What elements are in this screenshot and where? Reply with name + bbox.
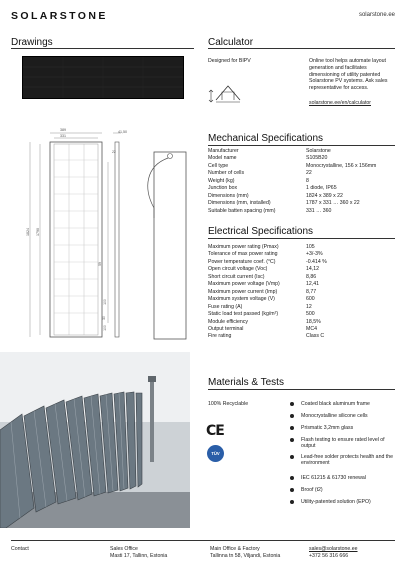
- mechanical-spec-row: [208, 200, 395, 207]
- electrical-spec-label: Open circuit voltage (Voc): [208, 266, 268, 273]
- electrical-spec-row: [208, 311, 395, 318]
- electrical-spec-label: Maximum power current (Imp): [208, 288, 278, 295]
- electrical-spec-label: Maximum power rating (Pmax): [208, 244, 279, 250]
- technical-drawing-svg: [18, 128, 188, 346]
- material-item: [290, 413, 398, 419]
- dim-outer-width: 389: [60, 128, 66, 132]
- site-url[interactable]: solarstone.ee: [358, 12, 395, 18]
- material-item-text: Broof (t2): [301, 487, 323, 493]
- electrical-spec-value: MC4: [306, 325, 317, 332]
- tuv-label: TÜV: [211, 451, 220, 456]
- electrical-spec-label: Tolerance of max power rating: [208, 251, 278, 258]
- electrical-spec-value: 14,12: [306, 266, 319, 273]
- drawings-rule: [11, 48, 194, 49]
- electrical-spec-label: Fuse rating (A): [208, 303, 243, 310]
- material-item: [290, 454, 398, 467]
- mechanical-spec-label: Number of cells: [208, 170, 245, 177]
- electrical-spec-value: -0.414 %: [306, 258, 327, 265]
- material-item: [290, 401, 398, 407]
- mechanical-spec-value: Monocrystalline, 156 x 156mm: [306, 162, 377, 169]
- electrical-title: Electrical Specifications: [208, 226, 314, 237]
- recyclable-label: 100% Recyclable: [208, 401, 249, 407]
- mechanical-spec-value: 331 … 360: [306, 207, 332, 214]
- material-item-text: Utility-patented solution (EPO): [301, 499, 371, 505]
- mechanical-spec-row: [208, 163, 395, 170]
- electrical-spec-row: [208, 333, 395, 340]
- bullet-icon: [290, 500, 294, 504]
- bullet-icon: [290, 414, 294, 418]
- mechanical-spec-value: 22: [306, 170, 312, 177]
- material-item-text: IEC 61215 & 61730 renewal: [301, 475, 366, 481]
- electrical-spec-value: 8,86: [306, 273, 317, 280]
- electrical-spec-value: 105: [306, 244, 315, 250]
- electrical-spec-row: [208, 304, 395, 311]
- material-item-text: Monocrystalline silicone cells: [301, 413, 368, 419]
- footer-rule: [11, 540, 395, 541]
- drawings-title: Drawings: [11, 37, 53, 48]
- mechanical-spec-row: [208, 155, 395, 162]
- electrical-spec-row: [208, 289, 395, 296]
- mechanical-spec-row: [208, 185, 395, 192]
- bullet-icon: [290, 402, 294, 406]
- dim-inner-width: 331: [60, 134, 66, 138]
- mechanical-spec-value: 8: [306, 177, 309, 184]
- mechanical-spec-label: Junction box: [208, 185, 238, 192]
- footer-contact: Contact: [11, 546, 29, 552]
- electrical-spec-value: 8,77: [306, 288, 317, 295]
- electrical-spec-row: [208, 244, 395, 251]
- bullet-icon: [290, 455, 294, 459]
- material-item-text: Flash testing to ensure rated level of output: [301, 437, 385, 450]
- mechanical-title: Mechanical Specifications: [208, 133, 324, 144]
- mechanical-spec-row: [208, 178, 395, 185]
- mechanical-spec-value: S105B20: [306, 155, 328, 162]
- calculator-description: Online tool helps automate layout generation and facilitates dimensioning of utility patented Solarstone PV systems. Ask sales representative for access.: [309, 58, 388, 92]
- mechanical-spec-label: Cell type: [208, 162, 229, 169]
- mechanical-spec-row: [208, 193, 395, 200]
- electrical-spec-label: Output terminal: [208, 325, 244, 332]
- electrical-spec-row: [208, 266, 395, 273]
- mechanical-spec-row: [208, 170, 395, 177]
- sales-office-address: Masti 17, Tallinn, Estonia: [110, 553, 168, 559]
- roof-diagram-icon: [208, 78, 248, 109]
- electrical-table: [208, 244, 395, 341]
- mechanical-spec-label: Weight (kg): [208, 177, 235, 184]
- electrical-spec-value: 12: [306, 303, 312, 310]
- mechanical-spec-label: Dimensions (mm, installed): [208, 200, 271, 207]
- electrical-spec-label: Maximum power voltage (Vmp): [208, 281, 280, 288]
- electrical-spec-label: Static load test passed (kg/m²): [208, 311, 279, 318]
- material-item: [290, 437, 398, 450]
- electrical-spec-label: Fire rating: [208, 333, 232, 340]
- mechanical-spec-value: 1787 x 331 … 360 x 22: [306, 200, 360, 207]
- mechanical-spec-label: Dimensions (mm): [208, 192, 249, 199]
- calculator-rule: [208, 48, 395, 49]
- ce-mark-icon: CE: [206, 423, 224, 439]
- electrical-rule: [208, 238, 395, 239]
- mechanical-rule: [208, 145, 395, 146]
- dim-small-3: 100: [102, 299, 107, 305]
- mechanical-table: [208, 148, 395, 215]
- installation-photo: [0, 352, 190, 528]
- electrical-spec-row: [208, 319, 395, 326]
- electrical-spec-row: [208, 281, 395, 288]
- electrical-spec-value: 12,41: [306, 281, 319, 288]
- electrical-spec-value: 18,5%: [306, 318, 321, 325]
- bullet-icon: [290, 488, 294, 492]
- electrical-spec-label: Module efficiency: [208, 318, 248, 325]
- calculator-title: Calculator: [208, 37, 254, 48]
- calculator-designed-for: Designed for BIPV: [208, 58, 251, 64]
- mechanical-spec-label: Model name: [208, 155, 237, 162]
- tuv-certification-icon: [207, 445, 224, 462]
- electrical-spec-row: [208, 274, 395, 281]
- bullet-icon: [290, 438, 294, 442]
- electrical-spec-value: 600: [306, 296, 315, 303]
- dim-height-inner: 1790: [36, 228, 40, 236]
- electrical-spec-value: +3/-3%: [306, 251, 323, 258]
- main-office-title: Main Office & Factory: [210, 546, 260, 552]
- mechanical-spec-value: 1 diode, IP65: [306, 185, 337, 192]
- sales-office-title: Sales Office: [110, 546, 138, 552]
- mechanical-spec-value: Solarstone: [306, 148, 331, 154]
- electrical-spec-label: Maximum system voltage (V): [208, 296, 275, 303]
- dim-small-4: 30: [101, 316, 106, 320]
- calculator-link[interactable]: solarstone.ee/en/calculator: [309, 100, 371, 106]
- material-item-text: Coated black aluminum frame: [301, 401, 370, 407]
- electrical-spec-label: Power temperature coef. (°C): [208, 258, 276, 265]
- material-item-text: Prismatic 3,2mm glass: [301, 425, 354, 431]
- mechanical-spec-label: Suitable batten spacing (mm): [208, 207, 276, 214]
- mechanical-spec-label: Manufacturer: [208, 148, 239, 154]
- material-item-text: Lead-free solder protects health and the environment: [301, 454, 393, 467]
- electrical-spec-row: [208, 259, 395, 266]
- panel-cells-graphic: [23, 57, 183, 98]
- mechanical-spec-value: 1824 x 389 x 22: [306, 192, 343, 199]
- dim-small-5: 100: [102, 325, 107, 331]
- material-item: [290, 487, 398, 493]
- footer-email[interactable]: sales@solarstone.ee: [309, 546, 358, 552]
- footer-phone[interactable]: +372 56 316 666: [309, 553, 349, 559]
- panel-image: [22, 56, 184, 99]
- main-office-address: Tallinna tn 58, Viljandi, Estonia: [210, 553, 281, 559]
- electrical-spec-value: 500: [306, 311, 315, 318]
- mechanical-spec-row: [208, 148, 395, 155]
- dim-small-2: 59: [97, 262, 102, 266]
- dim-small-1: 22: [112, 150, 116, 154]
- dim-depth: 41,50: [118, 130, 127, 134]
- bullet-icon: [290, 426, 294, 430]
- materials-rule: [208, 389, 395, 390]
- dim-height-total: 1824: [26, 228, 30, 236]
- bullet-icon: [290, 476, 294, 480]
- material-item: [290, 499, 398, 505]
- material-item: [290, 425, 398, 431]
- material-item: [290, 475, 398, 481]
- brand-logo: SOLARSTONE: [11, 10, 108, 22]
- mechanical-spec-row: [208, 208, 395, 215]
- technical-drawing: [18, 128, 188, 346]
- electrical-spec-row: [208, 251, 395, 258]
- electrical-spec-label: Short circuit current (Isc): [208, 273, 265, 280]
- electrical-spec-row: [208, 296, 395, 303]
- electrical-spec-value: Class C: [306, 333, 325, 340]
- electrical-spec-row: [208, 326, 395, 333]
- materials-title: Materials & Tests: [208, 377, 284, 388]
